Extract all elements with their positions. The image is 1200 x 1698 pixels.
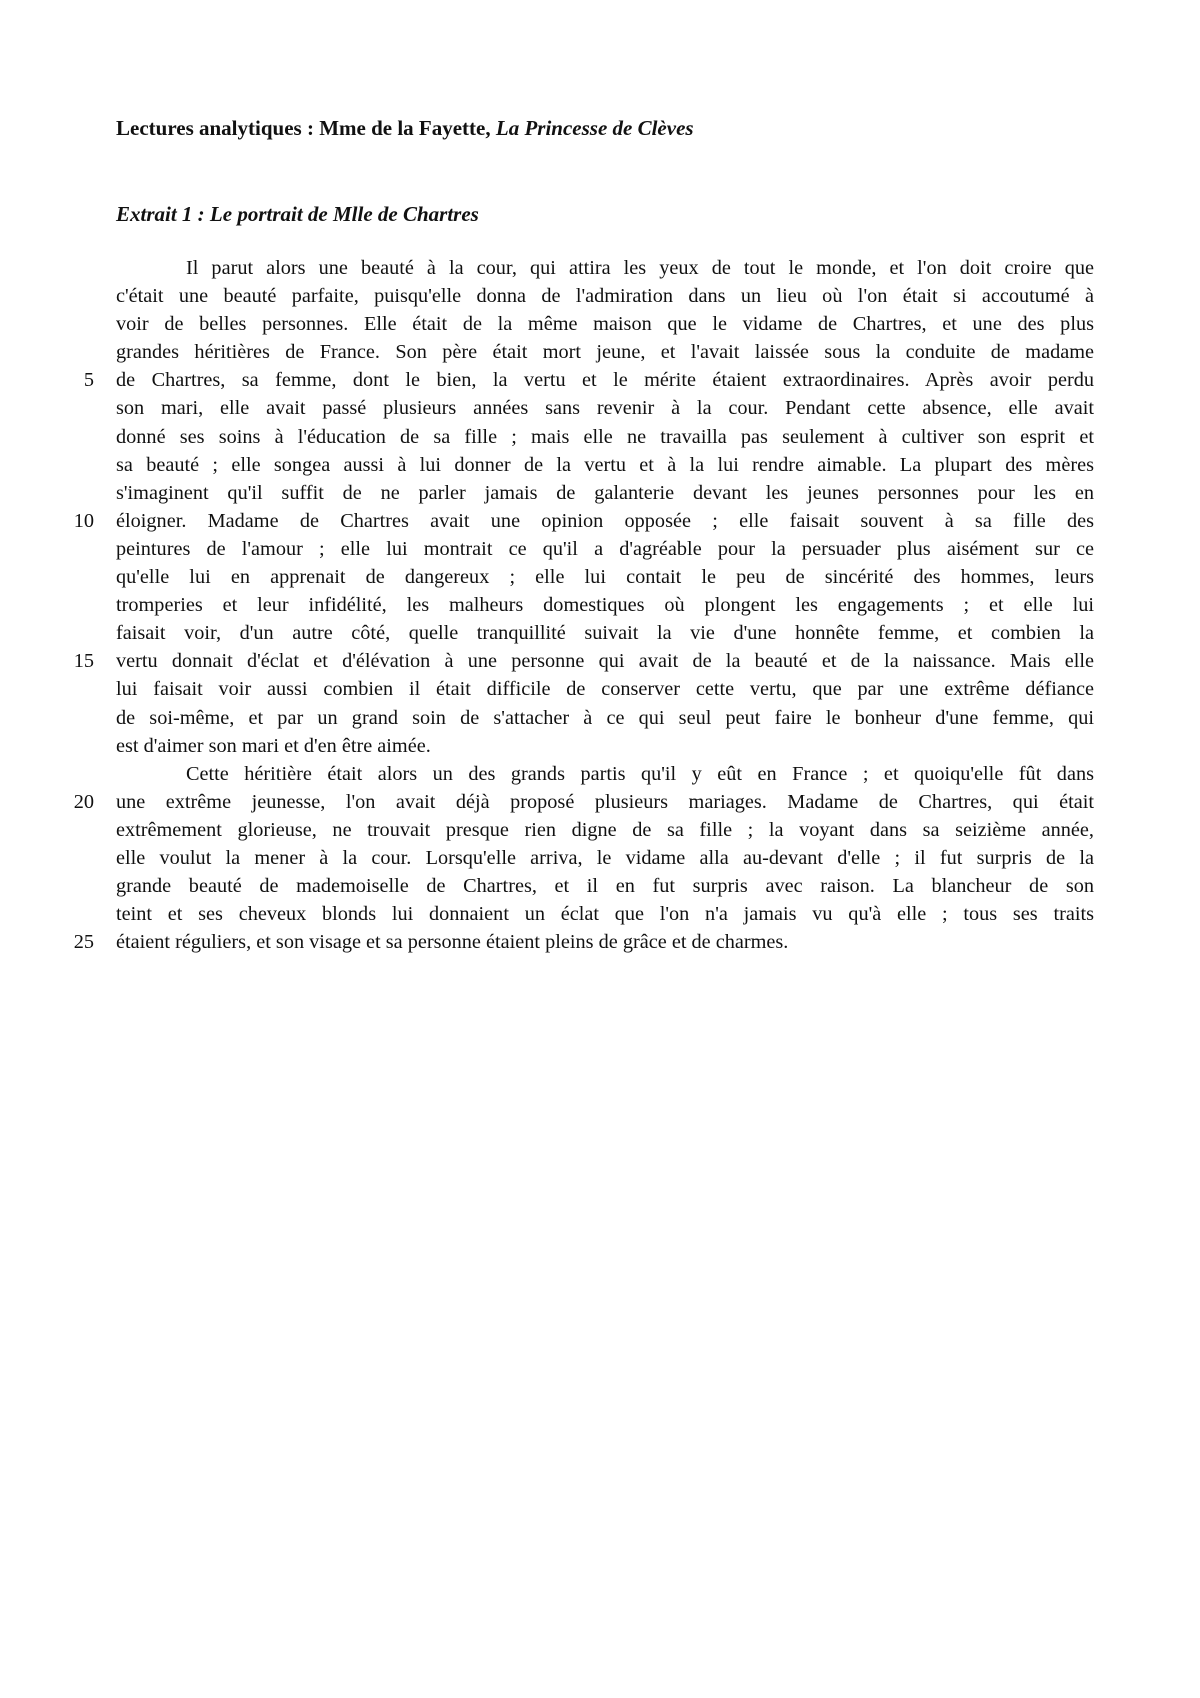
- text-line: [116, 591, 1094, 619]
- line-text: peintures de l'amour ; elle lui montrait ce qu'il a d'agréable pour la persuader plus aisément sur ce: [116, 537, 1094, 560]
- line-text: elle voulut la mener à la cour. Lorsqu'elle arriva, le vidame alla au-devant d'elle ; il fut surpris de la: [116, 846, 1094, 869]
- line-number: 10: [73, 509, 94, 532]
- line-text: de soi-même, et par un grand soin de s'attacher à ce qui seul peut faire le bonheur d'une femme, qui: [116, 706, 1094, 729]
- line-text: c'était une beauté parfaite, puisqu'elle donna de l'admiration dans un lieu où l'on était si accoutumé à: [116, 285, 1094, 308]
- text-line: [83, 366, 1094, 394]
- line-text: vertu donnait d'éclat et d'élévation à une personne qui avait de la beauté et de la naissance. Mais elle: [116, 650, 1094, 673]
- line-text: faisait voir, d'un autre côté, quelle tranquillité suivait la vie d'une honnête femme, et combien la: [116, 622, 1094, 645]
- text-line: [116, 563, 1094, 591]
- text-line: [116, 844, 1094, 872]
- text-line: [116, 619, 1094, 647]
- document-title: [116, 116, 694, 141]
- line-text: est d'aimer son mari et d'en être aimée.: [116, 734, 431, 757]
- line-text: extrêmement glorieuse, ne trouvait presque rien digne de sa fille ; la voyant dans sa seizième année,: [116, 818, 1094, 841]
- text-line: [116, 282, 1094, 310]
- extract-title: Extrait 1 : Le portrait de Mlle de Chartres: [116, 202, 479, 226]
- line-text: lui faisait voir aussi combien il était difficile de conserver cette vertu, que par une extrême défiance: [116, 678, 1094, 701]
- text-line: [116, 760, 1094, 788]
- line-text: son mari, elle avait passé plusieurs années sans revenir à la cour. Pendant cette absence, elle avait: [116, 397, 1094, 420]
- line-text: Il parut alors une beauté à la cour, qui attira les yeux de tout le monde, et l'on doit croire que: [186, 257, 1094, 279]
- line-text: étaient réguliers, et son visage et sa personne étaient pleins de grâce et de charmes.: [116, 931, 789, 954]
- text-line: [116, 394, 1094, 422]
- document-title-prefix: Lectures analytiques : Mme de la Fayette,: [116, 116, 496, 140]
- line-text: tromperies et leur infidélité, les malheurs domestiques où plongent les engagements ; et elle lui: [116, 594, 1094, 617]
- line-text: Cette héritière était alors un des grands partis qu'il y eût en France ; et quoiqu'elle fût dans: [186, 762, 1094, 785]
- text-line: [116, 816, 1094, 844]
- text-line: [116, 254, 1094, 282]
- line-text: grande beauté de mademoiselle de Chartres, et il en fut surpris avec raison. La blancheur de son: [116, 875, 1094, 898]
- line-text: qu'elle lui en apprenait de dangereux ; elle lui contait le peu de sincérité des hommes, leurs: [116, 566, 1094, 589]
- text-line: [116, 900, 1094, 928]
- line-text: éloigner. Madame de Chartres avait une opinion opposée ; elle faisait souvent à sa fille des: [116, 509, 1094, 532]
- text-line: [116, 704, 1094, 732]
- text-line: [116, 310, 1094, 338]
- line-number: 25: [73, 931, 94, 954]
- line-number: 5: [83, 369, 94, 392]
- extract-text: [73, 254, 1094, 956]
- text-line: [73, 647, 1094, 675]
- text-line: [73, 788, 1094, 816]
- document-title-work: La Princesse de Clèves: [495, 116, 694, 140]
- line-text: donné ses soins à l'éducation de sa fille ; mais elle ne travailla pas seulement à cultiver son esprit et: [116, 425, 1094, 448]
- text-line: [116, 732, 1094, 760]
- line-number: 15: [73, 650, 94, 673]
- line-text: grandes héritières de France. Son père était mort jeune, et l'avait laissée sous la conduite de madame: [116, 341, 1094, 364]
- text-line: [116, 872, 1094, 900]
- text-line: [73, 928, 1094, 956]
- text-line: [116, 338, 1094, 366]
- line-text: sa beauté ; elle songea aussi à lui donner de la vertu et à la lui rendre aimable. La plupart des mères: [116, 453, 1094, 476]
- line-text: une extrême jeunesse, l'on avait déjà proposé plusieurs mariages. Madame de Chartres, qui était: [116, 790, 1094, 813]
- text-line: [116, 535, 1094, 563]
- text-line: [116, 451, 1094, 479]
- line-number: 20: [73, 790, 94, 813]
- text-line: [73, 507, 1094, 535]
- text-line: [116, 479, 1094, 507]
- line-text: teint et ses cheveux blonds lui donnaient un éclat que l'on n'a jamais vu qu'à elle ; tous ses traits: [116, 903, 1094, 926]
- line-text: s'imaginent qu'il suffit de ne parler jamais de galanterie devant les jeunes personnes pour les en: [116, 481, 1094, 504]
- text-line: [116, 675, 1094, 703]
- line-text: de Chartres, sa femme, dont le bien, la vertu et le mérite étaient extraordinaires. Après avoir perdu: [116, 369, 1094, 392]
- text-line: [116, 423, 1094, 451]
- line-text: voir de belles personnes. Elle était de la même maison que le vidame de Chartres, et une des plus: [116, 313, 1094, 336]
